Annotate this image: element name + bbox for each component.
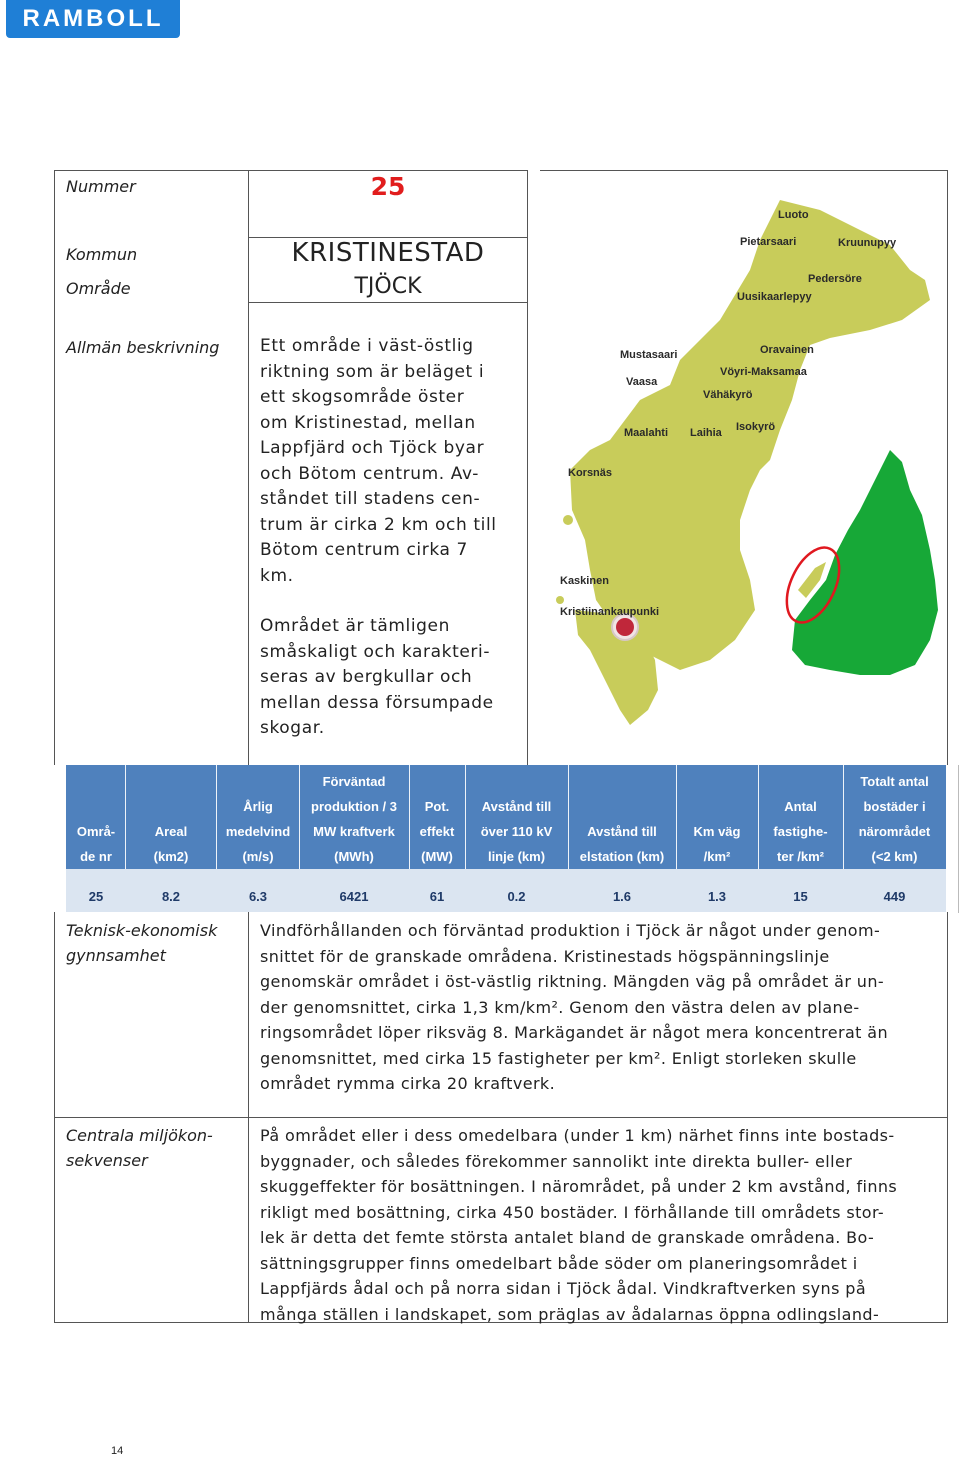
page-number: 14 <box>111 1445 124 1457</box>
map-label: Korsnäs <box>568 467 613 479</box>
allman-label: Allmän beskrivning <box>66 338 220 357</box>
omrade-value: TJÖCK <box>354 274 422 299</box>
map-label: Mustasaari <box>620 349 678 361</box>
area-number: 25 <box>370 172 406 201</box>
map-label: Isokyrö <box>736 421 776 433</box>
map-label: Pietarsaari <box>740 236 797 248</box>
omrade-label: Område <box>66 279 131 298</box>
map-label: Laihia <box>690 427 722 439</box>
map-label: Luoto <box>778 209 809 221</box>
island-2 <box>563 515 573 525</box>
nummer-label: Nummer <box>66 177 136 196</box>
description-paragraph-2: Området är tämligen småskaligt och karakteri- seras av bergkullar och mellan dessa försumpade skogar. <box>260 616 494 738</box>
col-header-km-vag: Km väg /km² <box>693 824 741 864</box>
map-label: Oravainen <box>760 344 814 356</box>
map-label: Maalahti <box>624 427 669 439</box>
map-label: Kristiinankaupunki <box>560 606 660 618</box>
col-header-produktion: Förväntad produktion / 3 MW kraftverk (MWh) <box>311 774 397 864</box>
cell-medelvind: 6.3 <box>248 889 268 904</box>
col-header-areal: Areal (km2) <box>153 824 189 864</box>
description-paragraph-1: Ett område i väst-östlig riktning som är beläget i ett skogsområde öster om Kristinestad, mellan Lappfjärd och Tjöck byar och Bötom centrum. Av- ståndet till stadens cen- trum är cirka 2 km och till Bötom centrum cirka 7 km. <box>260 336 497 586</box>
col-header-bostader: Totalt antal bostäder i närområdet (<2 km) <box>858 774 931 864</box>
col-header-avstand-linje: Avstånd till över 110 kV linje (km) <box>480 799 553 864</box>
cell-areal: 8.2 <box>161 889 181 904</box>
kommun-value: KRISTINESTAD <box>291 238 485 268</box>
ramboll-logo: RAMBOLL <box>6 0 180 38</box>
map-label: Kruunupyy <box>838 237 897 249</box>
cell-avstand-linje: 0.2 <box>507 889 526 904</box>
col-header-avstand-elstation: Avstånd till elstation (km) <box>579 824 665 864</box>
miljo-text: På området eller i dess omedelbara (under 1 km) närhet finns inte bostads- byggnader, och således förekommer sannolikt inte direkta buller- eller skuggeffekter för bosättningen. I närområdet, på under 2 km avstånd, finns rikligt med bosättning, cirka 450 bostäder. I förhållande till områdets stor- lek är detta det femte största antalet bland de granskade områdena. Bo- sättningsgrupper finns omedelbart både söder om planeringsområdet i Lappfjärds ådal och på norra sidan i Tjöck ådal. Vindkraftverken syns på många ställen i landskapet, som präglas av ådalarnas öppna odlingsland- <box>260 1126 898 1324</box>
col-header-omrade: Områ- de nr <box>76 824 116 864</box>
map-label: Vaasa <box>626 376 658 388</box>
form-top-border <box>54 170 528 171</box>
island-3 <box>556 596 564 604</box>
table-right-border <box>958 765 959 913</box>
cell-bostader: 449 <box>883 889 906 904</box>
map-label: Pedersöre <box>808 273 862 285</box>
cell-fastigheter: 15 <box>793 889 808 904</box>
map-label: Vähäkyrö <box>703 389 753 401</box>
lower-form-divider <box>54 1117 948 1118</box>
map-label: Vöyri-Maksamaa <box>720 366 807 378</box>
cell-produktion: 6421 <box>339 889 369 904</box>
kommun-label: Kommun <box>66 245 138 264</box>
location-marker <box>616 618 634 636</box>
teknisk-label: Teknisk-ekonomisk gynnsamhet <box>66 921 218 965</box>
col-header-fastigheter: Antal fastighe- ter /km² <box>773 799 828 864</box>
col-header-medelvind: Årlig medelvind (m/s) <box>225 799 291 864</box>
form-mid-border <box>248 170 249 765</box>
map-label: Uusikaarlepyy <box>737 291 812 303</box>
cell-effekt: 61 <box>429 889 445 904</box>
row-divider-2 <box>248 302 528 303</box>
finland-shape <box>792 450 938 675</box>
map-label: Kaskinen <box>560 575 609 587</box>
form-left-border <box>54 170 55 765</box>
col-header-effekt: Pot. effekt (MW) <box>419 799 455 864</box>
map-right-border <box>947 170 948 765</box>
miljo-label: Centrala miljökon- sekvenser <box>66 1126 213 1170</box>
cell-avstand-elstation: 1.6 <box>612 889 632 904</box>
cell-omrade: 25 <box>88 889 104 904</box>
cell-km-vag: 1.3 <box>707 889 727 904</box>
form-col-right-border <box>527 170 528 765</box>
location-map <box>530 170 946 760</box>
teknisk-text: Vindförhållanden och förväntad produktion i Tjöck är något under genom- snittet för de granskade områdena. Kristinestads högspänningslinje genomskär området i öst-västlig riktning. Mängden väg på området är un- der genomsnittet, cirka 1,3 km/km². Genom den västra delen av plane- ringsområdet löper riksväg 8. Markägandet är något mera koncentrerat än genomsnittet, med cirka 15 fastigheter per km². Enligt storleken skulle området rymma cirka 20 kraftverk. <box>260 921 889 1093</box>
